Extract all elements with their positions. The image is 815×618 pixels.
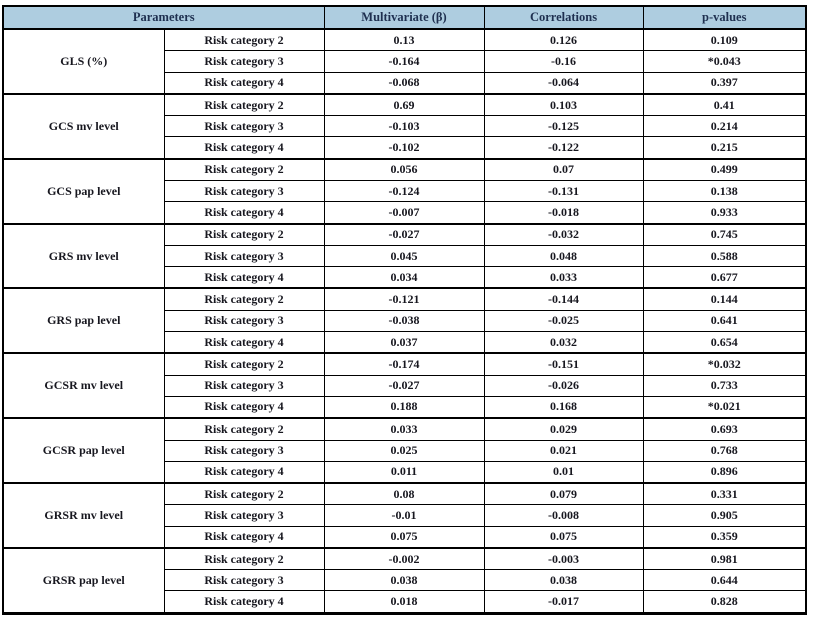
risk-category-cell: Risk category 2 <box>164 159 324 181</box>
correlation-cell: 0.048 <box>484 245 643 266</box>
p-value-cell: 0.144 <box>643 288 806 310</box>
p-value-cell: 0.933 <box>643 202 806 224</box>
multivariate-cell: 0.075 <box>324 526 484 548</box>
parameter-cell: GRSR pap level <box>3 548 164 614</box>
correlation-cell: 0.032 <box>484 331 643 353</box>
p-value-cell: 0.331 <box>643 483 806 505</box>
parameter-cell: GRSR mv level <box>3 483 164 548</box>
multivariate-cell: -0.102 <box>324 137 484 159</box>
multivariate-cell: 0.034 <box>324 267 484 289</box>
correlation-cell: 0.075 <box>484 526 643 548</box>
multivariate-cell: -0.164 <box>324 51 484 72</box>
column-header-parameters: Parameters <box>3 6 324 29</box>
correlation-cell: -0.16 <box>484 51 643 72</box>
header-row <box>3 6 806 29</box>
risk-category-cell: Risk category 4 <box>164 331 324 353</box>
risk-category-cell: Risk category 3 <box>164 505 324 526</box>
p-value-cell: 0.641 <box>643 310 806 331</box>
table-row <box>3 353 806 375</box>
parameter-cell: GCS pap level <box>3 159 164 224</box>
correlation-cell: -0.144 <box>484 288 643 310</box>
risk-category-cell: Risk category 2 <box>164 353 324 375</box>
correlation-cell: -0.025 <box>484 310 643 331</box>
table-row <box>3 548 806 570</box>
risk-category-cell: Risk category 3 <box>164 440 324 461</box>
table-row <box>3 483 806 505</box>
p-value-cell: 0.644 <box>643 570 806 591</box>
correlation-cell: 0.029 <box>484 418 643 440</box>
p-value-cell: 0.588 <box>643 245 806 266</box>
multivariate-cell: 0.056 <box>324 159 484 181</box>
correlation-cell: 0.038 <box>484 570 643 591</box>
p-value-cell: *0.032 <box>643 353 806 375</box>
multivariate-cell: 0.037 <box>324 331 484 353</box>
correlation-cell: 0.103 <box>484 94 643 116</box>
parameter-cell: GCSR pap level <box>3 418 164 483</box>
risk-category-cell: Risk category 3 <box>164 570 324 591</box>
correlation-cell: -0.122 <box>484 137 643 159</box>
multivariate-cell: -0.01 <box>324 505 484 526</box>
column-header-multivariate: Multivariate (β) <box>324 6 484 29</box>
risk-category-cell: Risk category 2 <box>164 548 324 570</box>
risk-category-cell: Risk category 2 <box>164 483 324 505</box>
risk-category-cell: Risk category 4 <box>164 591 324 614</box>
correlation-cell: -0.003 <box>484 548 643 570</box>
table-row <box>3 29 806 51</box>
risk-category-cell: Risk category 3 <box>164 375 324 396</box>
p-value-cell: 0.745 <box>643 224 806 246</box>
table-row <box>3 94 806 116</box>
risk-category-cell: Risk category 2 <box>164 288 324 310</box>
parameter-cell: GRS mv level <box>3 224 164 289</box>
p-value-cell: 0.733 <box>643 375 806 396</box>
correlation-cell: -0.064 <box>484 72 643 94</box>
correlation-cell: -0.017 <box>484 591 643 614</box>
multivariate-cell: 0.08 <box>324 483 484 505</box>
correlation-cell: 0.033 <box>484 267 643 289</box>
correlation-cell: 0.168 <box>484 396 643 418</box>
p-value-cell: 0.981 <box>643 548 806 570</box>
correlation-cell: -0.018 <box>484 202 643 224</box>
risk-category-cell: Risk category 4 <box>164 72 324 94</box>
table-row <box>3 288 806 310</box>
results-table-container <box>2 5 807 615</box>
correlation-cell: 0.021 <box>484 440 643 461</box>
risk-category-cell: Risk category 4 <box>164 396 324 418</box>
multivariate-cell: 0.033 <box>324 418 484 440</box>
p-value-cell: *0.043 <box>643 51 806 72</box>
correlation-cell: -0.125 <box>484 116 643 137</box>
correlation-cell: -0.032 <box>484 224 643 246</box>
multivariate-cell: -0.007 <box>324 202 484 224</box>
multivariate-cell: 0.045 <box>324 245 484 266</box>
multivariate-cell: -0.103 <box>324 116 484 137</box>
multivariate-cell: 0.038 <box>324 570 484 591</box>
table-row <box>3 159 806 181</box>
risk-category-cell: Risk category 4 <box>164 267 324 289</box>
table-header <box>3 6 806 29</box>
multivariate-cell: 0.188 <box>324 396 484 418</box>
p-value-cell: 0.214 <box>643 116 806 137</box>
p-value-cell: 0.138 <box>643 181 806 202</box>
multivariate-cell: 0.13 <box>324 29 484 51</box>
correlation-cell: 0.079 <box>484 483 643 505</box>
risk-category-cell: Risk category 4 <box>164 526 324 548</box>
correlation-cell: -0.008 <box>484 505 643 526</box>
multivariate-cell: 0.69 <box>324 94 484 116</box>
p-value-cell: 0.693 <box>643 418 806 440</box>
risk-category-cell: Risk category 3 <box>164 245 324 266</box>
risk-category-cell: Risk category 2 <box>164 29 324 51</box>
risk-category-cell: Risk category 2 <box>164 418 324 440</box>
risk-category-cell: Risk category 3 <box>164 116 324 137</box>
p-value-cell: 0.109 <box>643 29 806 51</box>
multivariate-cell: -0.124 <box>324 181 484 202</box>
multivariate-cell: 0.018 <box>324 591 484 614</box>
multivariate-cell: -0.121 <box>324 288 484 310</box>
p-value-cell: 0.397 <box>643 72 806 94</box>
parameter-cell: GLS (%) <box>3 29 164 94</box>
correlation-cell: 0.01 <box>484 461 643 483</box>
column-header-p-values: p-values <box>643 6 806 29</box>
parameter-cell: GRS pap level <box>3 288 164 353</box>
p-value-cell: 0.41 <box>643 94 806 116</box>
table-row <box>3 224 806 246</box>
multivariate-cell: -0.038 <box>324 310 484 331</box>
table-row <box>3 418 806 440</box>
table-body <box>3 29 806 614</box>
risk-category-cell: Risk category 4 <box>164 137 324 159</box>
multivariate-cell: -0.027 <box>324 375 484 396</box>
statistics-table <box>2 5 807 615</box>
multivariate-cell: -0.068 <box>324 72 484 94</box>
risk-category-cell: Risk category 4 <box>164 461 324 483</box>
p-value-cell: 0.905 <box>643 505 806 526</box>
p-value-cell: 0.215 <box>643 137 806 159</box>
risk-category-cell: Risk category 3 <box>164 51 324 72</box>
multivariate-cell: 0.011 <box>324 461 484 483</box>
correlation-cell: -0.131 <box>484 181 643 202</box>
risk-category-cell: Risk category 2 <box>164 94 324 116</box>
p-value-cell: 0.499 <box>643 159 806 181</box>
multivariate-cell: -0.002 <box>324 548 484 570</box>
correlation-cell: -0.026 <box>484 375 643 396</box>
risk-category-cell: Risk category 4 <box>164 202 324 224</box>
p-value-cell: 0.359 <box>643 526 806 548</box>
p-value-cell: 0.677 <box>643 267 806 289</box>
correlation-cell: -0.151 <box>484 353 643 375</box>
correlation-cell: 0.07 <box>484 159 643 181</box>
correlation-cell: 0.126 <box>484 29 643 51</box>
p-value-cell: 0.768 <box>643 440 806 461</box>
risk-category-cell: Risk category 3 <box>164 181 324 202</box>
multivariate-cell: -0.027 <box>324 224 484 246</box>
p-value-cell: *0.021 <box>643 396 806 418</box>
multivariate-cell: -0.174 <box>324 353 484 375</box>
p-value-cell: 0.896 <box>643 461 806 483</box>
parameter-cell: GCS mv level <box>3 94 164 159</box>
risk-category-cell: Risk category 2 <box>164 224 324 246</box>
p-value-cell: 0.828 <box>643 591 806 614</box>
parameter-cell: GCSR mv level <box>3 353 164 418</box>
p-value-cell: 0.654 <box>643 331 806 353</box>
risk-category-cell: Risk category 3 <box>164 310 324 331</box>
multivariate-cell: 0.025 <box>324 440 484 461</box>
column-header-correlations: Correlations <box>484 6 643 29</box>
